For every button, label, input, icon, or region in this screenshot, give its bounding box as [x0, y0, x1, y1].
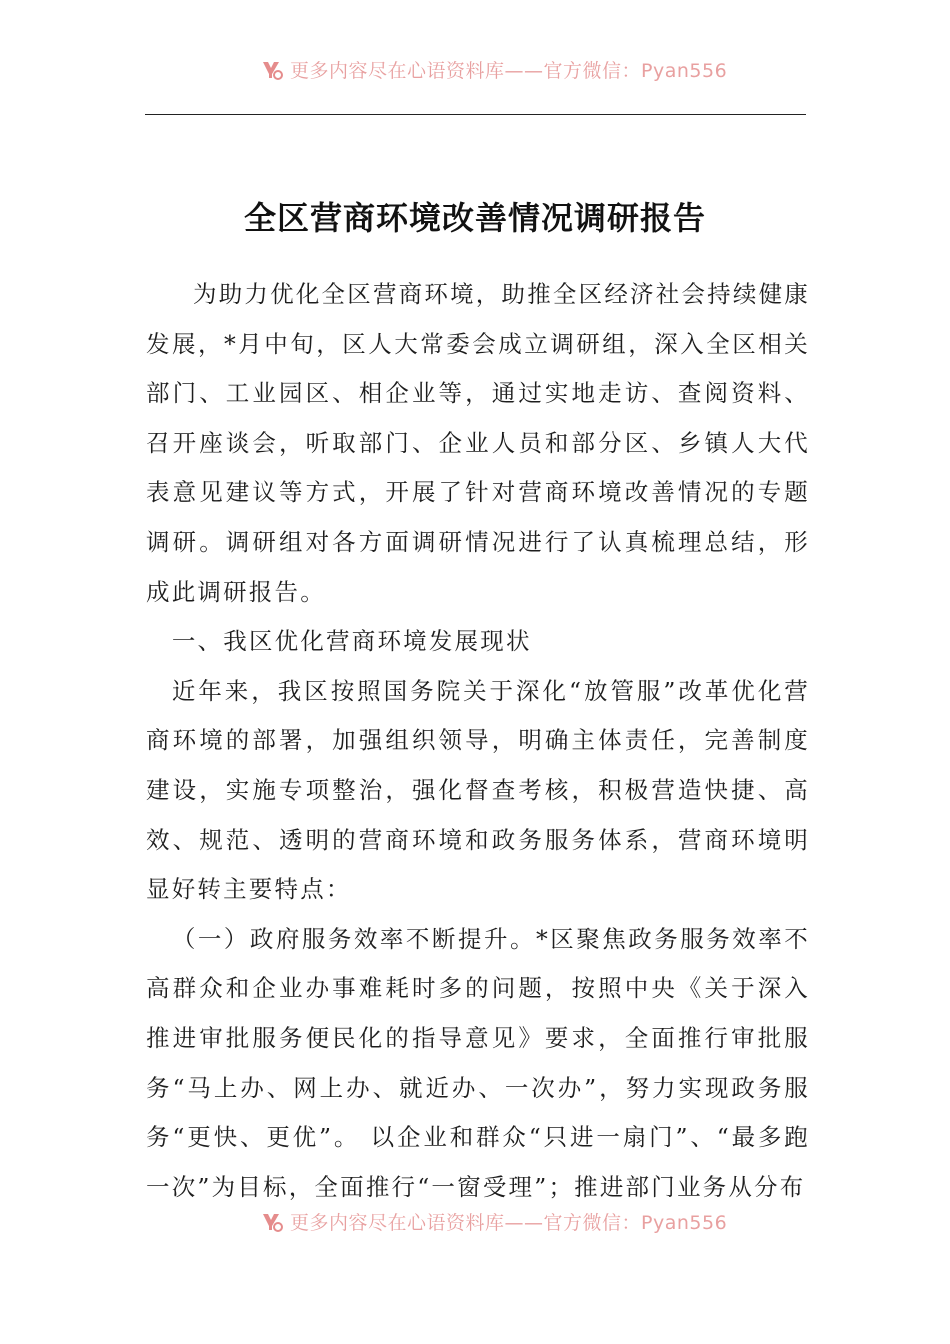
watermark-text: 更多内容尽在心语资料库——官方微信：Pyan556 — [290, 59, 728, 82]
document-title: 全区营商环境改善情况调研报告 — [243, 199, 706, 238]
watermark-logo-icon — [258, 56, 284, 82]
section-heading-1: 一、我区优化营商环境发展现状 — [171, 627, 532, 656]
watermark-bottom — [258, 1206, 727, 1236]
paragraph-intro: 为助力优化全区营商环境，助推全区经济社会持续健康发展，*月中旬，区人大常委会成立调研组，深入全区相关部门、工业园区、相企业等，通过实地走访、查阅资料、召开座谈会，听取部门、企业人员和部分区、乡镇人大代表意见建议等方式，开展了针对营商环境改善情况的专题调研。调研组对各方面调研情况进行了认真梳理总结，形成此调研报告。 — [146, 280, 810, 606]
paragraph-status: 近年来，我区按照国务院关于深化“放管服”改革优化营商环境的部署，加强组织领导，明确主体责任，完善制度建设，实施专项整治，强化督查考核，积极营造快捷、高效、规范、透明的营商环境和政务服务体系，营商环境明显好转主要特点： — [146, 676, 810, 904]
watermark-top — [258, 54, 727, 84]
watermark-logo-icon — [258, 1208, 284, 1234]
header-divider — [145, 114, 806, 115]
document-body — [146, 270, 810, 1212]
watermark-text: 更多内容尽在心语资料库——官方微信：Pyan556 — [290, 1211, 728, 1234]
paragraph-efficiency: （一）政府服务效率不断提升。*区聚焦政务服务效率不高群众和企业办事难耗时多的问题，按照中央《关于深入推进审批服务便民化的指导意见》要求，全面推行审批服务“马上办、网上办、就近办、一次办”，努力实现政务服务“更快、更优”。 以企业和群众“只进一扇门”、“最多跑一次”为目标，全面推行“一窗受理”；推进部门业务从分布 — [146, 924, 810, 1201]
